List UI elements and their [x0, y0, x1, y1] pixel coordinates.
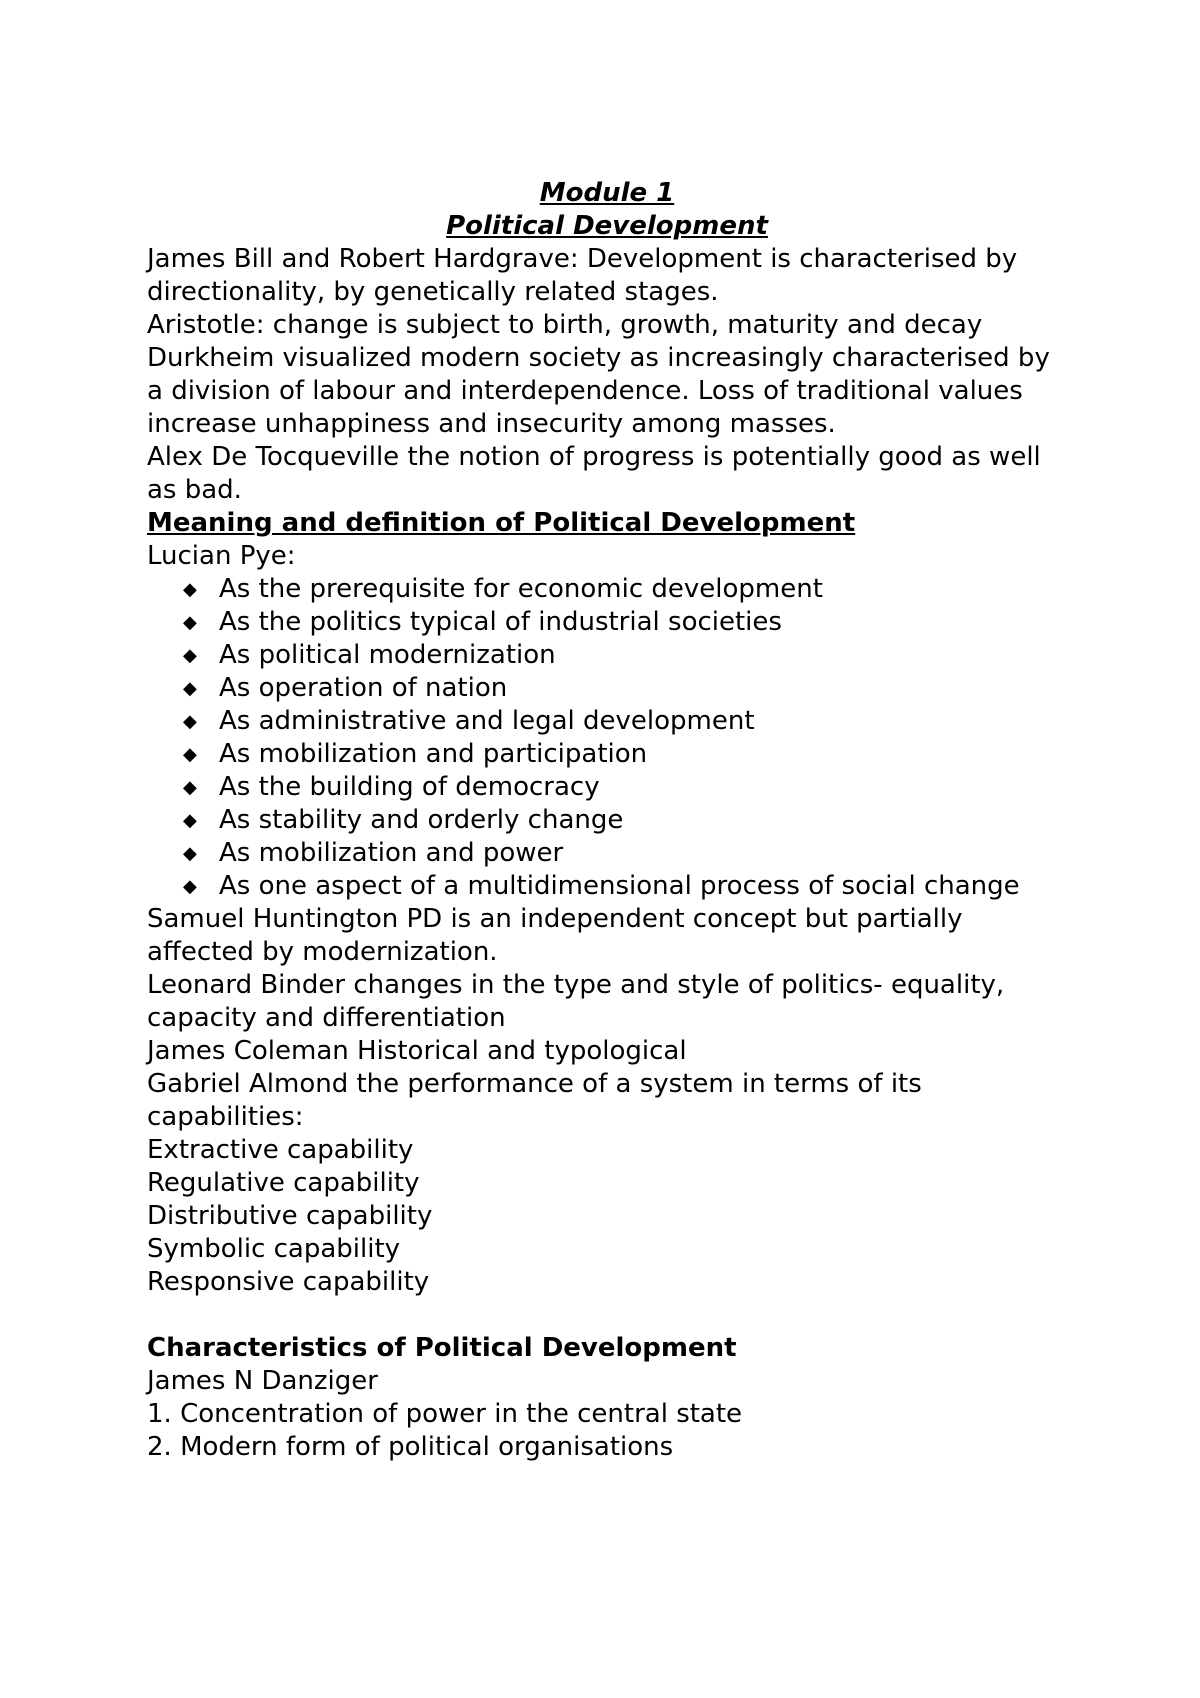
diamond-bullet-icon: ◆ [183, 579, 197, 600]
meaning-heading: Meaning and definition of Political Development [147, 508, 856, 538]
list-item [183, 804, 1067, 837]
binder-paragraph: Leonard Binder changes in the type and style of politics- equality, capacity and differentiation [147, 970, 1005, 1033]
intro-paragraph: James Bill and Robert Hardgrave: Development is characterised by directionality, by genetically related stages. [147, 244, 1018, 307]
list-item [183, 672, 1067, 705]
list-item-text: As one aspect of a multidimensional process of social change [219, 871, 1020, 901]
numbered-item: 2. Modern form of political organisations [147, 1432, 674, 1462]
list-item-text: As administrative and legal development [219, 706, 755, 736]
list-item-text: As operation of nation [219, 673, 508, 703]
list-item-text: As political modernization [219, 640, 556, 670]
pye-list [147, 573, 1067, 903]
list-item [183, 639, 1067, 672]
capability-line: Responsive capability [147, 1267, 430, 1297]
list-item-text: As the building of democracy [219, 772, 600, 802]
list-item [183, 606, 1067, 639]
intro-paragraph: Durkheim visualized modern society as increasingly characterised by a division of labour and interdependence. Loss of traditional values increase unhappiness and insecurity among masses. [147, 343, 1050, 439]
characteristics-heading: Characteristics of Political Development [147, 1333, 737, 1363]
blank-line [147, 1299, 1067, 1332]
capability-line: Distributive capability [147, 1201, 433, 1231]
list-item-text: As stability and orderly change [219, 805, 624, 835]
diamond-bullet-icon: ◆ [183, 645, 197, 666]
document-title: Political Development [446, 211, 768, 241]
list-item [183, 738, 1067, 771]
pye-label: Lucian Pye: [147, 541, 296, 571]
numbered-item: 1. Concentration of power in the central state [147, 1399, 743, 1429]
list-item [183, 705, 1067, 738]
list-item [183, 573, 1067, 606]
diamond-bullet-icon: ◆ [183, 843, 197, 864]
list-item [183, 870, 1067, 903]
list-item [183, 771, 1067, 804]
diamond-bullet-icon: ◆ [183, 876, 197, 897]
capability-line: Extractive capability [147, 1135, 414, 1165]
list-item-text: As the politics typical of industrial societies [219, 607, 782, 637]
coleman-paragraph: James Coleman Historical and typological [147, 1036, 687, 1066]
list-item-text: As the prerequisite for economic development [219, 574, 823, 604]
intro-paragraph: Aristotle: change is subject to birth, growth, maturity and decay [147, 310, 983, 340]
almond-paragraph: Gabriel Almond the performance of a system in terms of its capabilities: [147, 1069, 922, 1132]
diamond-bullet-icon: ◆ [183, 612, 197, 633]
document-page [147, 177, 1067, 1464]
diamond-bullet-icon: ◆ [183, 810, 197, 831]
huntington-paragraph: Samuel Huntington PD is an independent concept but partially affected by modernization. [147, 904, 963, 967]
list-item-text: As mobilization and power [219, 838, 564, 868]
capability-line: Regulative capability [147, 1168, 420, 1198]
danziger-label: James N Danziger [147, 1366, 378, 1396]
list-item-text: As mobilization and participation [219, 739, 648, 769]
diamond-bullet-icon: ◆ [183, 678, 197, 699]
list-item [183, 837, 1067, 870]
diamond-bullet-icon: ◆ [183, 711, 197, 732]
intro-paragraph: Alex De Tocqueville the notion of progress is potentially good as well as bad. [147, 442, 1041, 505]
module-title: Module 1 [539, 178, 675, 208]
diamond-bullet-icon: ◆ [183, 744, 197, 765]
capability-line: Symbolic capability [147, 1234, 401, 1264]
diamond-bullet-icon: ◆ [183, 777, 197, 798]
